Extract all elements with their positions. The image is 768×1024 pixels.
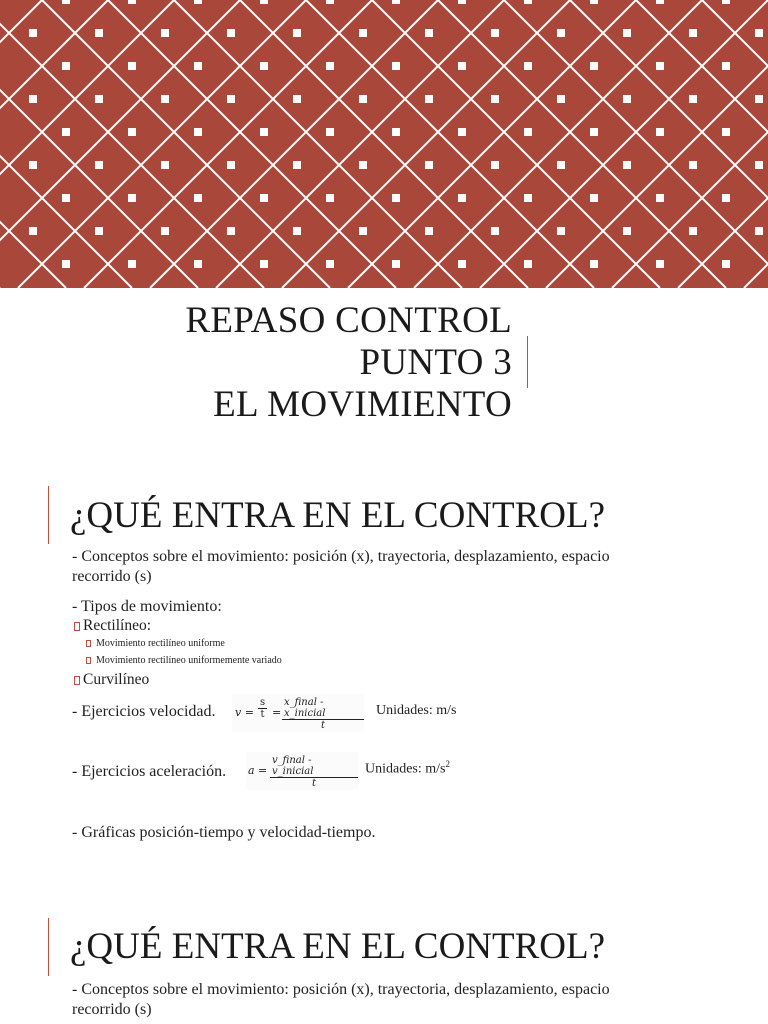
pattern-square [458, 260, 466, 268]
pattern-square [656, 194, 664, 202]
slide1-accent-rule [48, 486, 49, 544]
pattern-square [161, 95, 169, 103]
pattern-line [372, 0, 660, 288]
pattern-square [326, 260, 334, 268]
slide1-rect-item [74, 616, 151, 636]
pattern-square [557, 29, 565, 37]
pattern-square [293, 29, 301, 37]
pattern-line [702, 0, 768, 288]
pattern-square [722, 260, 730, 268]
velocity-units: Unidades: m/s [376, 703, 457, 718]
pattern-line [240, 0, 528, 288]
curv-label: Curvilíneo [83, 671, 150, 688]
pattern-square [557, 227, 565, 235]
pattern-square [524, 128, 532, 136]
slide1-heading: ¿QUÉ ENTRA EN EL CONTROL? [70, 495, 606, 536]
pattern-square [128, 194, 136, 202]
pattern-square [491, 161, 499, 169]
pattern-square [128, 0, 136, 4]
slide1-mruv-item [86, 655, 282, 667]
pattern-square [590, 62, 598, 70]
pattern-square [755, 95, 763, 103]
decorative-banner [0, 0, 768, 288]
pattern-square [194, 194, 202, 202]
slide1-curv-item [74, 670, 149, 690]
pattern-line [570, 0, 768, 288]
pattern-line [216, 0, 504, 288]
pattern-line [0, 0, 66, 288]
bullet-icon [74, 622, 80, 631]
pattern-square [128, 260, 136, 268]
pattern-square [326, 194, 334, 202]
slide2-accent-rule [48, 918, 49, 976]
slide1-acceleration-label: - Ejercicios aceleración. [72, 763, 227, 780]
pattern-square [425, 95, 433, 103]
acc-fraction: v_final - v_inicial t [270, 755, 358, 789]
pattern-line [18, 0, 306, 288]
pattern-square [458, 62, 466, 70]
pattern-square [623, 161, 631, 169]
title-line-3: EL MOVIMIENTO [213, 384, 512, 425]
pattern-square [293, 227, 301, 235]
acc-units-text: Unidades: m/s [365, 761, 446, 777]
velocity-formula: v = $\frac{s}{t}$ = x_final - x_inicial t [232, 694, 364, 732]
pattern-line [546, 0, 768, 288]
slide1-mru-item [86, 638, 225, 650]
pattern-square [392, 260, 400, 268]
pattern-square [359, 227, 367, 235]
pattern-square [260, 128, 268, 136]
pattern-square [491, 227, 499, 235]
pattern-square [755, 161, 763, 169]
pattern-square [95, 161, 103, 169]
acc-lhs: a = [248, 764, 268, 777]
pattern-square [62, 0, 70, 4]
pattern-square [524, 0, 532, 4]
pattern-square [557, 95, 565, 103]
pattern-line [678, 0, 768, 288]
pattern-line [84, 0, 372, 288]
pattern-square [491, 95, 499, 103]
bullet-icon [74, 676, 80, 685]
pattern-square [590, 128, 598, 136]
pattern-square [62, 194, 70, 202]
pattern-square [227, 95, 235, 103]
rect-label: Rectilíneo: [83, 617, 152, 634]
pattern-square [392, 128, 400, 136]
pattern-square [29, 227, 37, 235]
pattern-square [392, 62, 400, 70]
slide1-graphs: - Gráficas posición-tiempo y velocidad-tiempo. [72, 824, 376, 841]
pattern-square [194, 62, 202, 70]
pattern-square [656, 62, 664, 70]
pattern-square [95, 95, 103, 103]
pattern-square [425, 29, 433, 37]
pattern-square [689, 227, 697, 235]
pattern-square [227, 161, 235, 169]
pattern-line [0, 0, 174, 288]
pattern-square [392, 0, 400, 4]
pattern-square [590, 0, 598, 4]
pattern-square [62, 128, 70, 136]
pattern-square [689, 95, 697, 103]
pattern-square [722, 62, 730, 70]
pattern-square [260, 0, 268, 4]
pattern-square [359, 95, 367, 103]
pattern-square [227, 227, 235, 235]
pattern-square [524, 62, 532, 70]
pattern-square [458, 128, 466, 136]
pattern-square [161, 161, 169, 169]
vel-s-over-t: $\frac{s}{t}$ [260, 697, 266, 720]
pattern-square [590, 194, 598, 202]
pattern-square [326, 128, 334, 136]
pattern-square [656, 260, 664, 268]
pattern-square [392, 194, 400, 202]
pattern-square [62, 62, 70, 70]
pattern-square [755, 29, 763, 37]
pattern-square [95, 227, 103, 235]
mruv-label: Movimiento rectilíneo uniformemente variado [96, 655, 282, 666]
pattern-line [504, 0, 768, 288]
title-line-1: REPASO CONTROL [185, 300, 512, 341]
pattern-square [623, 227, 631, 235]
pattern-square [260, 260, 268, 268]
pattern-square [194, 260, 202, 268]
bullet-icon [86, 640, 91, 647]
vel-lhs: v = [235, 706, 254, 719]
vel-fraction: x_final - x_inicial t [282, 697, 364, 731]
pattern-square [62, 260, 70, 268]
pattern-line [42, 0, 330, 288]
pattern-square [689, 29, 697, 37]
pattern-line [0, 0, 42, 288]
pattern-square [161, 227, 169, 235]
pattern-square [326, 62, 334, 70]
pattern-square [29, 161, 37, 169]
pattern-square [161, 29, 169, 37]
pattern-line [150, 0, 438, 288]
pattern-line [306, 0, 594, 288]
pattern-line [282, 0, 570, 288]
pattern-square [293, 161, 301, 169]
pattern-square [524, 260, 532, 268]
acceleration-formula [246, 752, 358, 790]
pattern-line [438, 0, 726, 288]
pattern-square [194, 128, 202, 136]
pattern-line [480, 0, 768, 288]
pattern-square [491, 29, 499, 37]
pattern-square [128, 128, 136, 136]
pattern-square [755, 227, 763, 235]
slide1-velocity-label: - Ejercicios velocidad. [72, 703, 216, 720]
pattern-square [656, 0, 664, 4]
pattern-square [95, 29, 103, 37]
pattern-square [689, 161, 697, 169]
title-block [0, 300, 512, 426]
pattern-square [722, 0, 730, 4]
acc-units-exponent: 2 [445, 759, 450, 769]
pattern-square [590, 260, 598, 268]
title-line-2: PUNTO 3 [359, 342, 512, 383]
title-accent-rule [527, 336, 528, 388]
pattern-square [29, 29, 37, 37]
pattern-square [326, 0, 334, 4]
slide2-heading: ¿QUÉ ENTRA EN EL CONTROL? [70, 926, 606, 967]
pattern-line [108, 0, 396, 288]
pattern-square [458, 194, 466, 202]
pattern-square [359, 29, 367, 37]
pattern-square [194, 0, 202, 4]
pattern-square [293, 95, 301, 103]
pattern-square [29, 95, 37, 103]
pattern-line [414, 0, 702, 288]
acceleration-units [365, 759, 450, 778]
pattern-square [128, 62, 136, 70]
bullet-icon [86, 657, 91, 664]
diamond-pattern [0, 0, 768, 288]
pattern-square [623, 29, 631, 37]
pattern-square [425, 161, 433, 169]
pattern-square [722, 128, 730, 136]
slide1-concepts: - Conceptos sobre el movimiento: posición (x), trayectoria, desplazamiento, espacio recorrido (s) [72, 548, 610, 585]
pattern-square [260, 62, 268, 70]
pattern-square [425, 227, 433, 235]
slide2-concepts: - Conceptos sobre el movimiento: posición (x), trayectoria, desplazamiento, espacio recorrido (s) [72, 981, 610, 1018]
pattern-square [260, 194, 268, 202]
pattern-square [458, 0, 466, 4]
pattern-square [557, 161, 565, 169]
pattern-line [174, 0, 462, 288]
pattern-square [359, 161, 367, 169]
pattern-line [348, 0, 636, 288]
pattern-square [656, 128, 664, 136]
pattern-square [722, 194, 730, 202]
slide1-types-label: - Tipos de movimiento: [72, 598, 222, 615]
pattern-square [623, 95, 631, 103]
mru-label: Movimiento rectilíneo uniforme [96, 638, 225, 649]
pattern-square [524, 194, 532, 202]
pattern-square [227, 29, 235, 37]
